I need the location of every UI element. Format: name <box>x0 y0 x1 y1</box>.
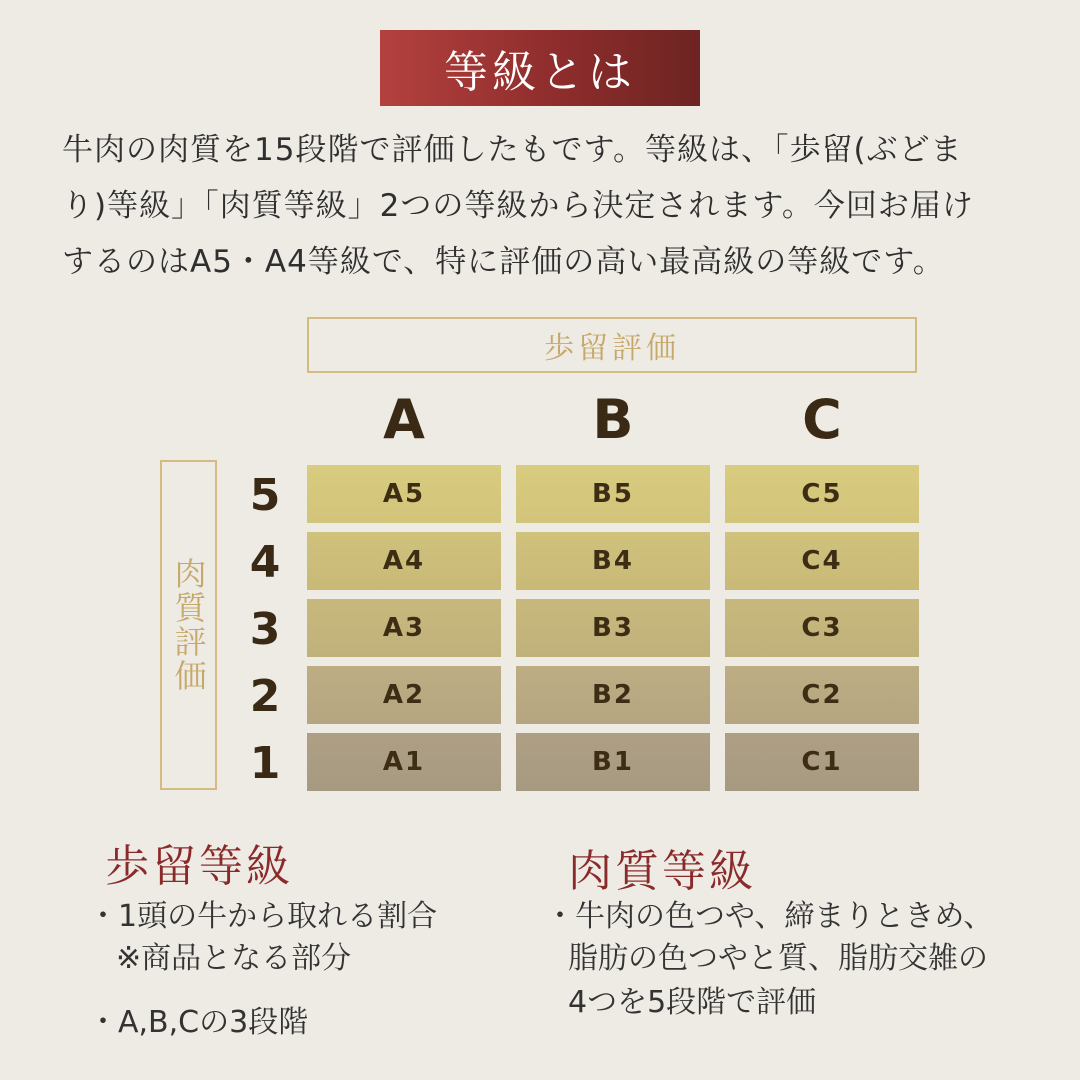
grade-cell-a5: A5 <box>307 465 501 523</box>
column-header-a: A <box>383 388 425 451</box>
quality-bullet-line-2: 脂肪の色つやと質、脂肪交雑の <box>568 941 988 976</box>
grade-cell-c5: C5 <box>725 465 919 523</box>
grade-cell-b5: B5 <box>516 465 710 523</box>
grade-cell-c1: C1 <box>725 733 919 791</box>
intro-text <box>62 122 1032 290</box>
grade-cell-c4: C4 <box>725 532 919 590</box>
column-header-b: B <box>592 388 634 451</box>
grade-cell-a3: A3 <box>307 599 501 657</box>
grade-cell-a2: A2 <box>307 666 501 724</box>
quality-axis-label-box <box>160 460 217 790</box>
title-banner <box>380 30 700 106</box>
yield-axis-label-box <box>307 317 917 373</box>
grade-cell-a4: A4 <box>307 532 501 590</box>
intro-line: り)等級」「肉質等級」2つの等級から決定されます。今回お届け <box>62 188 974 224</box>
yield-axis-label: 歩留評価 <box>544 331 680 366</box>
column-header-c: C <box>802 388 842 451</box>
quality-grade-title: 肉質等級 <box>568 846 756 897</box>
grade-cell-b4: B4 <box>516 532 710 590</box>
grade-cell-b2: B2 <box>516 666 710 724</box>
grade-cell-a1: A1 <box>307 733 501 791</box>
row-number-2: 2 <box>249 671 281 722</box>
row-number-3: 3 <box>249 604 281 655</box>
grade-cell-c3: C3 <box>725 599 919 657</box>
page-title: 等級とは <box>444 47 636 98</box>
grade-cell-b3: B3 <box>516 599 710 657</box>
grade-cell-c2: C2 <box>725 666 919 724</box>
yield-bullet-1: ・1頭の牛から取れる割合 <box>88 899 438 934</box>
row-number-5: 5 <box>249 470 281 521</box>
grade-cell-b1: B1 <box>516 733 710 791</box>
quality-axis-label: 肉質評価 <box>169 557 208 693</box>
quality-bullet-line-3: 4つを5段階で評価 <box>568 985 817 1020</box>
intro-line: 牛肉の肉質を15段階で評価したもです。等級は、「歩留(ぶどま <box>62 132 963 168</box>
intro-line: するのはA5・A4等級で、特に評価の高い最高級の等級です。 <box>62 244 945 280</box>
yield-grade-title: 歩留等級 <box>105 841 293 892</box>
row-number-1: 1 <box>249 738 281 789</box>
yield-bullet-2: ・A,B,Cの3段階 <box>88 1005 309 1040</box>
yield-bullet-1-note: ※商品となる部分 <box>116 941 352 976</box>
row-number-4: 4 <box>249 537 281 588</box>
quality-bullet-line-1: ・牛肉の色つや、締まりときめ、 <box>545 899 994 934</box>
